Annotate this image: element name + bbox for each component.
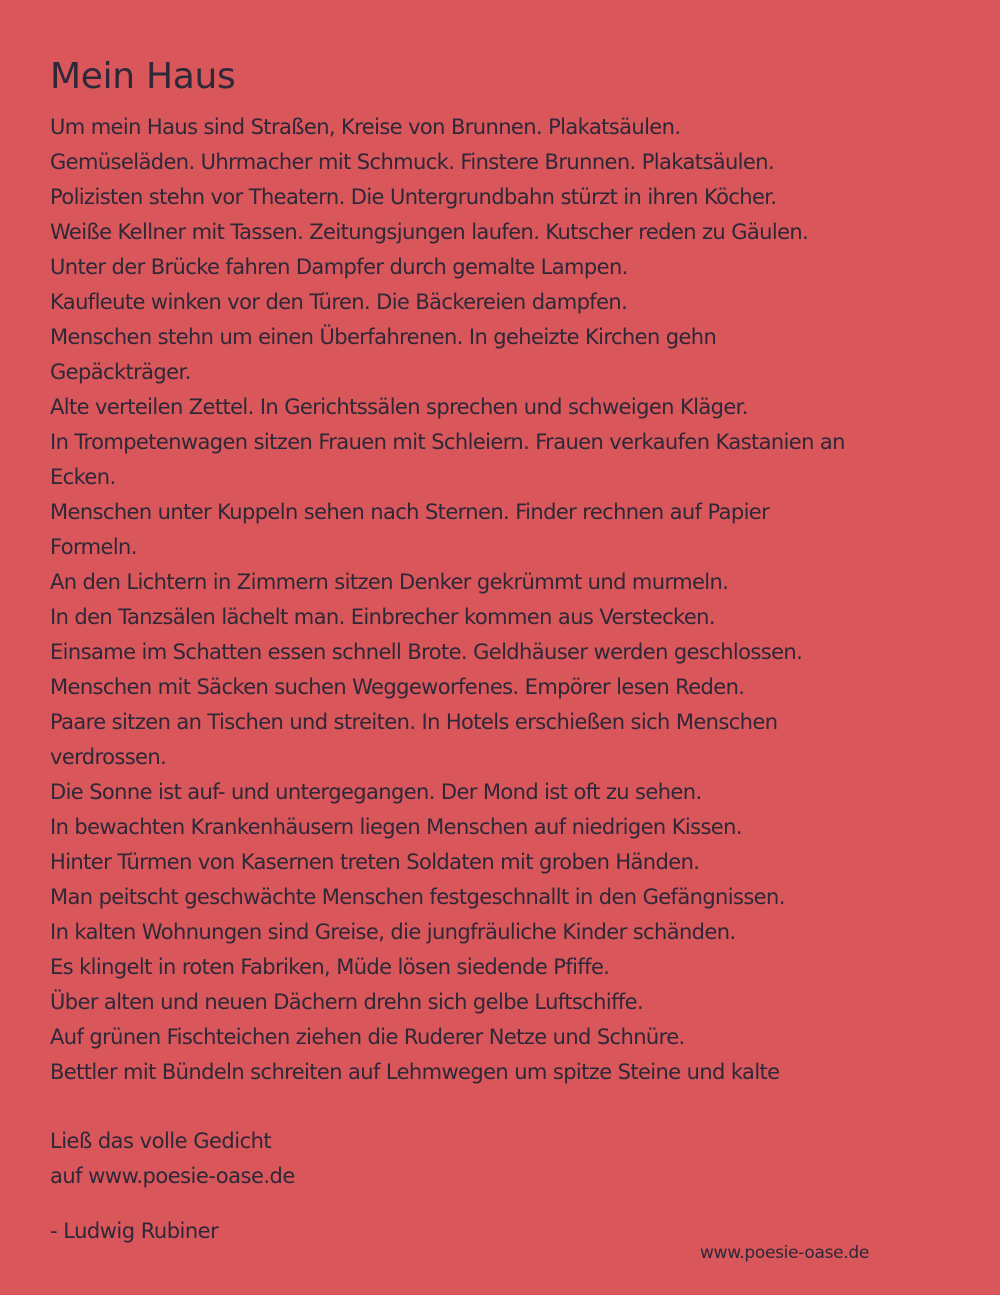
poem-line: Menschen mit Säcken suchen Weggeworfenes. Empörer lesen Reden. xyxy=(50,675,745,699)
poem-line: Ecken. xyxy=(50,465,116,489)
poem-line: Man peitscht geschwächte Menschen festgeschnallt in den Gefängnissen. xyxy=(50,885,785,909)
poem-line: In kalten Wohnungen sind Greise, die jungfräuliche Kinder schänden. xyxy=(50,920,736,944)
poem-line: Über alten und neuen Dächern drehn sich gelbe Luftschiffe. xyxy=(50,990,644,1014)
author-credit: - Ludwig Rubiner xyxy=(50,1219,219,1243)
poem-line: In bewachten Krankenhäusern liegen Menschen auf niedrigen Kissen. xyxy=(50,815,742,839)
poem-line: In Trompetenwagen sitzen Frauen mit Schleiern. Frauen verkaufen Kastanien an xyxy=(50,430,845,454)
poem-line: Alte verteilen Zettel. In Gerichtssälen sprechen und schweigen Kläger. xyxy=(50,395,748,419)
poem-line: Um mein Haus sind Straßen, Kreise von Brunnen. Plakatsäulen. xyxy=(50,115,681,139)
page-title: Mein Haus xyxy=(50,56,236,97)
poem-line: An den Lichtern in Zimmern sitzen Denker gekrümmt und murmeln. xyxy=(50,570,729,594)
poem-line: Unter der Brücke fahren Dampfer durch gemalte Lampen. xyxy=(50,255,628,279)
poem-line: Gepäckträger. xyxy=(50,360,191,384)
read-more-note xyxy=(50,1124,295,1194)
poem-body xyxy=(50,110,955,1090)
poem-line: Es klingelt in roten Fabriken, Müde lösen siedende Pfiffe. xyxy=(50,955,610,979)
poem-line: Hinter Türmen von Kasernen treten Soldaten mit groben Händen. xyxy=(50,850,700,874)
poem-line: Einsame im Schatten essen schnell Brote. Geldhäuser werden geschlossen. xyxy=(50,640,803,664)
poem-line: Menschen unter Kuppeln sehen nach Sternen. Finder rechnen auf Papier xyxy=(50,500,770,524)
footer-site-url: www.poesie-oase.de xyxy=(700,1243,870,1263)
read-more-link: auf www.poesie-oase.de xyxy=(50,1164,295,1188)
poem-line: In den Tanzsälen lächelt man. Einbrecher kommen aus Verstecken. xyxy=(50,605,715,629)
poem-line: Gemüseläden. Uhrmacher mit Schmuck. Finstere Brunnen. Plakatsäulen. xyxy=(50,150,775,174)
poem-line: Polizisten stehn vor Theatern. Die Untergrundbahn stürzt in ihren Köcher. xyxy=(50,185,777,209)
poem-line: Paare sitzen an Tischen und streiten. In Hotels erschießen sich Menschen xyxy=(50,710,778,734)
poem-line: Formeln. xyxy=(50,535,137,559)
poem-line: Die Sonne ist auf- und untergegangen. Der Mond ist oft zu sehen. xyxy=(50,780,702,804)
poem-line: Weiße Kellner mit Tassen. Zeitungsjungen laufen. Kutscher reden zu Gäulen. xyxy=(50,220,809,244)
read-more-line: Ließ das volle Gedicht xyxy=(50,1129,272,1153)
poem-line: Auf grünen Fischteichen ziehen die Ruderer Netze und Schnüre. xyxy=(50,1025,685,1049)
poem-line: Menschen stehn um einen Überfahrenen. In geheizte Kirchen gehn xyxy=(50,325,717,349)
poem-line: Kaufleute winken vor den Türen. Die Bäckereien dampfen. xyxy=(50,290,628,314)
poem-line: verdrossen. xyxy=(50,745,167,769)
poem-line: Bettler mit Bündeln schreiten auf Lehmwegen um spitze Steine und kalte xyxy=(50,1060,780,1084)
